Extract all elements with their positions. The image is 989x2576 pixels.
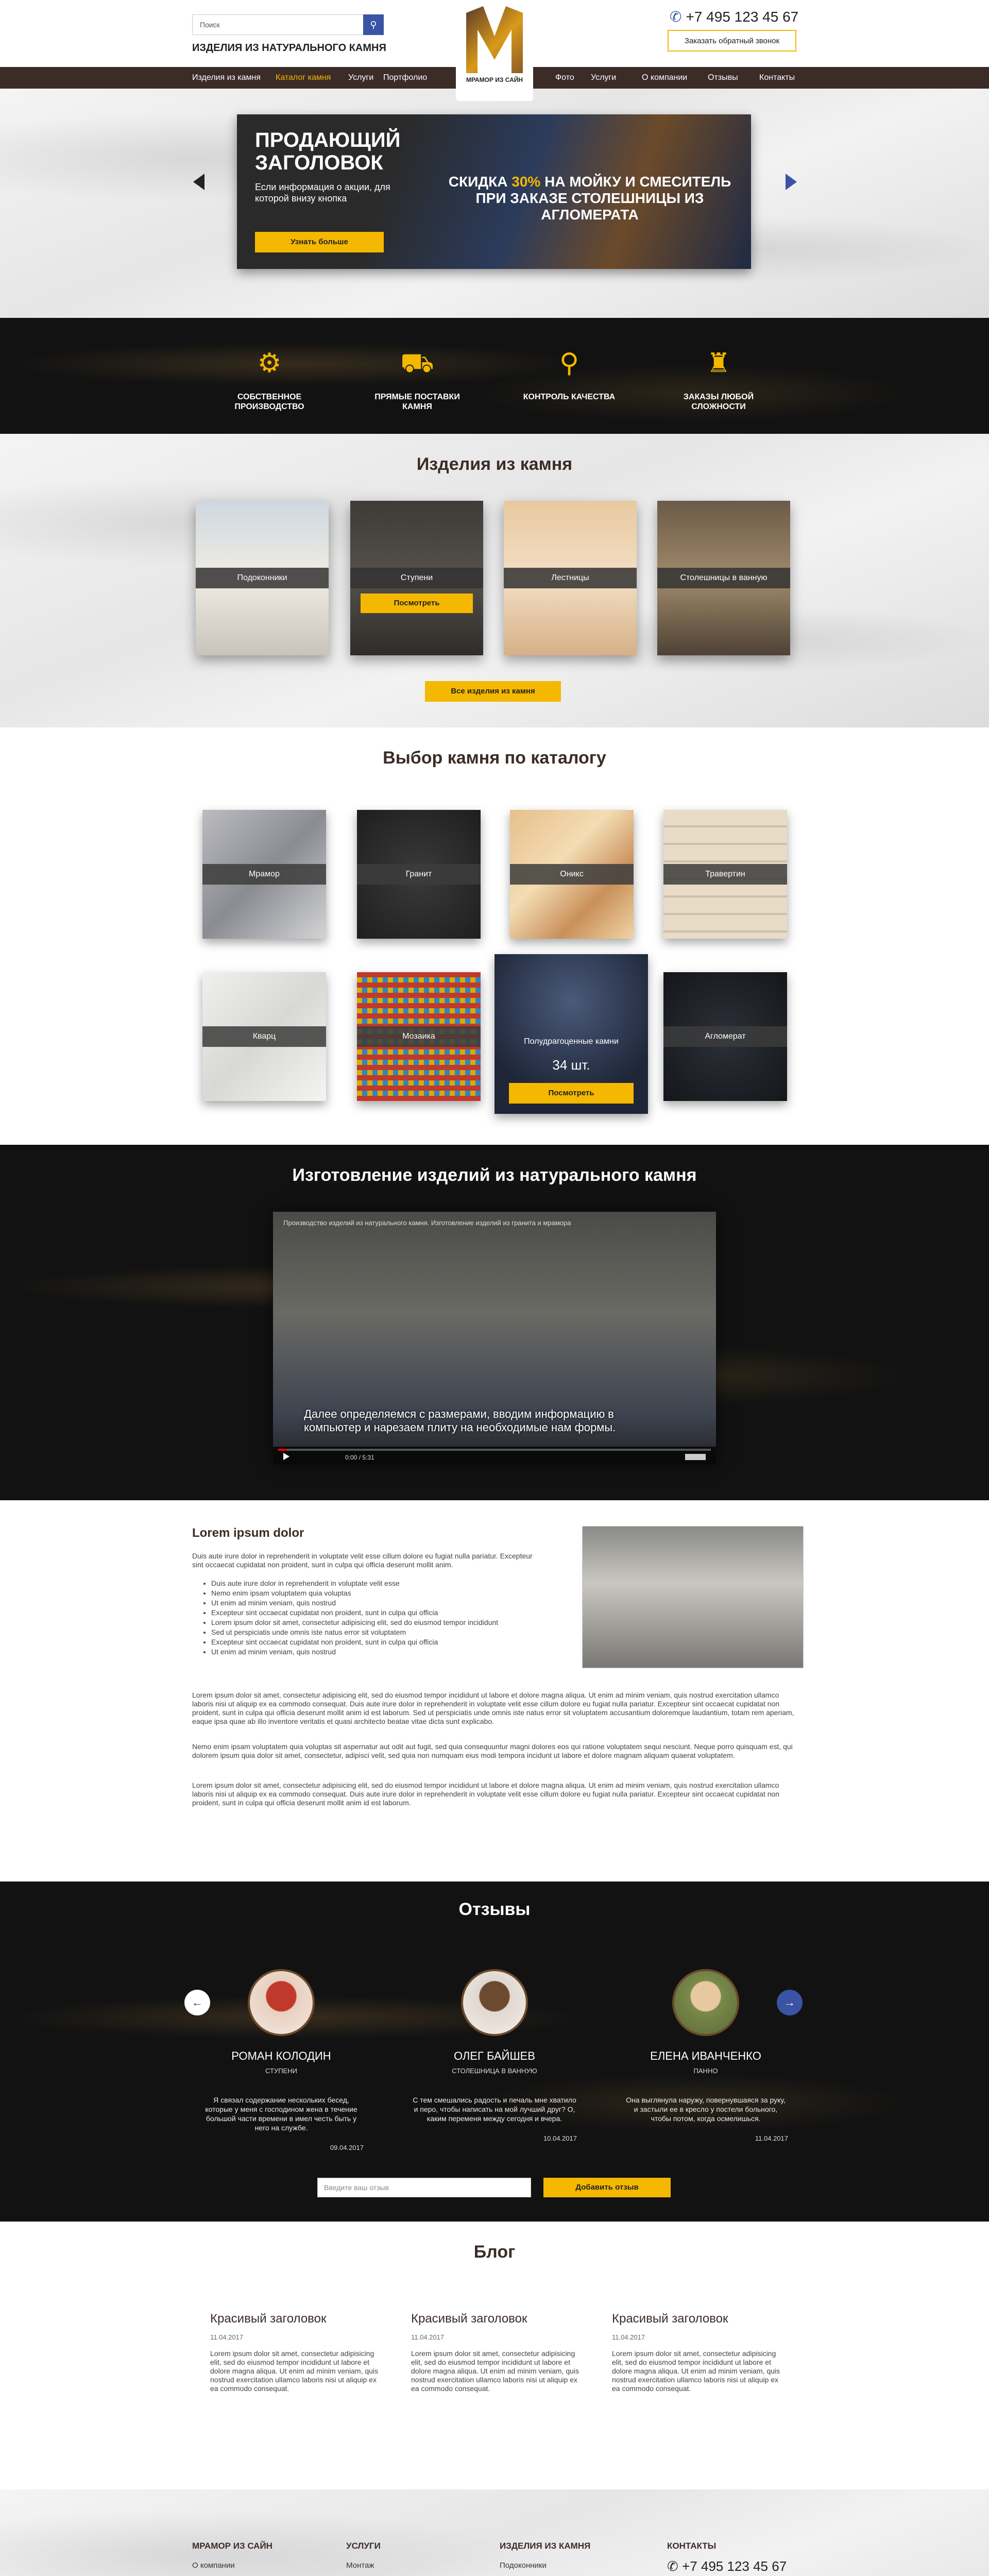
- nav-item-photo[interactable]: Фото: [555, 73, 574, 82]
- list-item: • Ut enim ad minim veniam, quis nostrud: [211, 1598, 541, 1608]
- review-text: Я связал содержание нескольких бесед, которые у меня с господином жена в течение большой части времени в имел честь быть у него на службе.: [205, 2096, 357, 2132]
- feature-production: [218, 343, 321, 412]
- stone-label: Оникс: [510, 864, 634, 885]
- list-item: • Sed ut perspiciatis unde omnis iste natus error sit voluptatem: [211, 1628, 541, 1637]
- phone-number: +7 495 123 45 67: [682, 2558, 787, 2574]
- logo[interactable]: [456, 3, 533, 101]
- video-time: 0:00 / 5:31: [345, 1454, 374, 1461]
- footer-phone[interactable]: [667, 2558, 796, 2574]
- post-date: 11.04.2017: [411, 2333, 445, 2341]
- list-item: • Nemo enim ipsam voluptatem quia voluptas: [211, 1588, 541, 1598]
- logo-mark: [466, 6, 523, 73]
- nav-item-services[interactable]: Услуги: [348, 73, 374, 82]
- stone-quartz[interactable]: [202, 972, 326, 1101]
- stone-label: Травертин: [663, 864, 787, 885]
- stone-count: 34 шт.: [552, 1057, 590, 1073]
- reviews-section: [0, 1882, 989, 2222]
- article-list: [201, 1579, 541, 1657]
- video-caption: Производство изделий из натурального камня. Изготовление изделий из гранита и мрамора: [283, 1219, 571, 1227]
- list-item: • Excepteur sint occaecat cupidatat non proident, sunt in culpa qui officia: [211, 1608, 541, 1618]
- review-date: 11.04.2017: [755, 2134, 788, 2142]
- footer-link[interactable]: [192, 2573, 272, 2576]
- stone-marble[interactable]: [202, 810, 326, 939]
- tagline: ИЗДЕЛИЯ ИЗ НАТУРАЛЬНОГО КАМНЯ: [192, 42, 386, 54]
- video-subtitle: Далее определяемся с размерами, вводим информацию в компьютер и нарезаем плиту на необходимые нам формы.: [304, 1408, 616, 1434]
- products-title: Изделия из камня: [416, 454, 573, 474]
- promo-percent: 30%: [511, 174, 541, 190]
- nav-item-contacts[interactable]: Контакты: [759, 73, 795, 82]
- review-card: [397, 1969, 592, 2142]
- stone-mosaic[interactable]: [357, 972, 481, 1101]
- stone-granite[interactable]: [357, 810, 481, 939]
- list-item: • Excepteur sint occaecat cupidatat non proident, sunt in culpa qui officia: [211, 1637, 541, 1647]
- feature-label: ПРЯМЫЕ ПОСТАВКИ КАМНЯ: [374, 393, 460, 411]
- post-title[interactable]: Красивый заголовок: [411, 2312, 527, 2326]
- reviewer-name: ЕЛЕНА ИВАНЧЕНКО: [650, 2049, 761, 2062]
- reviewer-name: РОМАН КОЛОДИН: [231, 2049, 331, 2062]
- phone-number: +7 495 123 45 67: [686, 9, 799, 25]
- all-products-button[interactable]: Все изделия из камня: [425, 681, 561, 702]
- feature-label: ЗАКАЗЫ ЛЮБОЙ СЛОЖНОСТИ: [683, 393, 754, 411]
- video-title: Изготовление изделий из натурального камня: [292, 1165, 697, 1185]
- nav-item-catalog[interactable]: Каталог камня: [276, 73, 331, 82]
- stone-onyx[interactable]: [510, 810, 634, 939]
- promo-post: НА МОЙКУ И СМЕСИТЕЛЬ ПРИ ЗАКАЗЕ СТОЛЕШНИЦЫ ИЗ АГЛОМЕРАТА: [475, 174, 731, 223]
- footer-link[interactable]: Монтаж: [346, 2561, 374, 2570]
- footer-col-products: [500, 2541, 590, 2576]
- nav-item-products[interactable]: Изделия из камня: [192, 73, 261, 82]
- footer-col-services: [346, 2541, 431, 2576]
- footer-col-contacts: [667, 2541, 796, 2576]
- catalog-title: Выбор камня по каталогу: [383, 748, 606, 768]
- learn-more-button[interactable]: Узнать больше: [255, 232, 384, 252]
- product-card-steps[interactable]: [350, 501, 483, 655]
- footer-link[interactable]: О компании: [192, 2561, 235, 2570]
- list-item: • Ut enim ad minim veniam, quis nostrud: [211, 1647, 541, 1657]
- product-card-sills[interactable]: [196, 501, 329, 655]
- hero-subtext: Если информация о акции, для которой внизу кнопка: [255, 182, 390, 204]
- review-product: СТОЛЕШНИЦА В ВАННУЮ: [452, 2067, 537, 2075]
- products-section: [0, 434, 989, 727]
- stone-label: Кварц: [202, 1026, 326, 1047]
- hero-heading: ПРОДАЮЩИЙ ЗАГОЛОВОК: [255, 129, 401, 174]
- feature-label: КОНТРОЛЬ КАЧЕСТВА: [523, 393, 616, 401]
- footer-heading: МРАМОР ИЗ САЙН: [192, 2541, 272, 2551]
- post-excerpt: Lorem ipsum dolor sit amet, consectetur adipisicing elit, sed do eiusmod tempor incididunt ut labore et dolore magna aliqua. Ut enim ad minim veniam, quis nostrud exercitation ullamco laboris nisi ut aliquip ex ea commodo consequat.: [411, 2349, 579, 2393]
- product-label: Ступени: [350, 568, 483, 588]
- footer-heading: ИЗДЕЛИЯ ИЗ КАМНЯ: [500, 2541, 591, 2551]
- blog-post[interactable]: [210, 2312, 380, 2393]
- video-section: [0, 1145, 989, 1500]
- blog-post[interactable]: [612, 2312, 782, 2393]
- stone-label: Мозаика: [357, 1026, 481, 1047]
- stone-agglomerate[interactable]: [663, 972, 787, 1101]
- avatar: [672, 1969, 739, 2036]
- nav-item-portfolio[interactable]: Портфолио: [383, 73, 428, 82]
- truck-icon: ⛟: [400, 348, 434, 378]
- phone-icon: ✆: [667, 2558, 683, 2574]
- blog-section: [0, 2222, 989, 2489]
- stone-view-button[interactable]: Посмотреть: [509, 1083, 634, 1104]
- review-card: [608, 1969, 804, 2142]
- footer-link[interactable]: [500, 2573, 590, 2576]
- post-title[interactable]: Красивый заголовок: [612, 2312, 728, 2326]
- hero-slider: [0, 89, 989, 318]
- product-label: Подоконники: [196, 568, 329, 588]
- feature-supply: [366, 343, 469, 412]
- list-item: • Duis aute irure dolor in reprehenderit in voluptate velit esse: [211, 1579, 541, 1588]
- product-card-stairs[interactable]: [504, 501, 637, 655]
- footer-heading: УСЛУГИ: [346, 2541, 381, 2551]
- promo-pre: СКИДКА: [448, 174, 512, 190]
- review-date: 09.04.2017: [330, 2144, 364, 2151]
- search-button[interactable]: [363, 14, 384, 35]
- catalog-section: [0, 727, 989, 1145]
- article-paragraph: Nemo enim ipsam voluptatem quia voluptas sit aspernatur aut odit aut fugit, sed quia consequuntur magni dolores eos qui ratione voluptatem sequi nesciunt. Neque porro quisquam est, qui dolorem ipsum quia dolor sit amet, consectetur, adipisci velit, sed quia non numquam eius modi tempora incidunt ut labore et dolore magnam aliquam quaerat voluptatem.: [192, 1742, 793, 1759]
- review-text: С тем смешались радость и печаль мне хватило и перо, чтобы написать на мой лучший друг? О, каким переменя между сегодня и вчера.: [413, 2096, 576, 2123]
- post-title[interactable]: Красивый заголовок: [210, 2312, 327, 2326]
- reviews-prev-icon[interactable]: ←: [184, 1990, 210, 2015]
- features-strip: [0, 318, 989, 434]
- review-card: [183, 1969, 379, 2151]
- factory-icon: ⚙: [257, 348, 282, 378]
- slider-next-icon[interactable]: [786, 174, 797, 190]
- stone-label: Гранит: [357, 864, 481, 885]
- search-input[interactable]: Поиск: [192, 14, 384, 35]
- play-icon[interactable]: [283, 1453, 289, 1460]
- video-progress[interactable]: [278, 1449, 711, 1451]
- fullscreen-icon[interactable]: [685, 1454, 706, 1460]
- article-title: Lorem ipsum dolor: [192, 1526, 304, 1540]
- post-excerpt: Lorem ipsum dolor sit amet, consectetur adipisicing elit, sed do eiusmod tempor incididunt ut labore et dolore magna aliqua. Ut enim ad minim veniam, quis nostrud exercitation ullamco laboris nisi ut aliquip ex ea commodo consequat.: [210, 2349, 379, 2393]
- product-label: Лестницы: [504, 568, 637, 588]
- callback-button[interactable]: Заказать обратный звонок: [668, 30, 796, 52]
- post-excerpt: Lorem ipsum dolor sit amet, consectetur adipisicing elit, sed do eiusmod tempor incididunt ut labore et dolore magna aliqua. Ut enim ad minim veniam, quis nostrud exercitation ullamco laboris nisi ut aliquip ex ea commodo consequat.: [612, 2349, 780, 2393]
- phone-icon: ✆: [670, 9, 682, 25]
- stone-travertine[interactable]: [663, 810, 787, 939]
- promo-text: [443, 174, 737, 223]
- stone-label: Мрамор: [202, 864, 326, 885]
- post-date: 11.04.2017: [210, 2333, 244, 2341]
- blog-post[interactable]: [411, 2312, 581, 2393]
- footer-col-company: [192, 2541, 272, 2576]
- reviews-title: Отзывы: [458, 1900, 531, 1919]
- avatar: [461, 1969, 528, 2036]
- footer-heading: КОНТАКТЫ: [667, 2541, 717, 2551]
- post-date: 11.04.2017: [612, 2333, 645, 2341]
- site-footer: [0, 2489, 989, 2576]
- header-phone[interactable]: [670, 8, 798, 25]
- slider-prev-icon[interactable]: [193, 174, 204, 190]
- blog-title: Блог: [473, 2242, 516, 2262]
- warehouse-photo: [582, 1526, 804, 1668]
- video-controls: [273, 1447, 716, 1464]
- product-view-button[interactable]: Посмотреть: [361, 594, 473, 613]
- product-card-bath-tops[interactable]: [657, 501, 790, 655]
- avatar: [248, 1969, 315, 2036]
- review-product: СТУПЕНИ: [265, 2067, 297, 2075]
- article-section: [0, 1500, 989, 1882]
- search-icon: ⚲: [370, 19, 377, 30]
- add-review-button[interactable]: Добавить отзыв: [543, 2178, 671, 2197]
- feature-complex: [667, 343, 770, 412]
- logo-text: МРАМОР ИЗ САЙН: [466, 76, 523, 83]
- stone-semiprecious[interactable]: [494, 954, 648, 1114]
- feature-label: СОБСТВЕННОЕ ПРОИЗВОДСТВО: [234, 393, 304, 411]
- product-label: Столешницы в ванную: [657, 568, 790, 588]
- nav-item-services-2[interactable]: Услуги: [591, 73, 617, 82]
- stone-label: Агломерат: [663, 1026, 787, 1047]
- magnifier-icon: ⚲: [559, 348, 579, 378]
- footer-link[interactable]: [346, 2573, 431, 2576]
- reviewer-name: ОЛЕГ БАЙШЕВ: [454, 2049, 535, 2062]
- review-date: 10.04.2017: [543, 2134, 577, 2142]
- nav-item-about[interactable]: О компании: [642, 73, 688, 82]
- promo-banner: [237, 114, 751, 269]
- reviews-next-icon[interactable]: →: [777, 1990, 803, 2015]
- video-player[interactable]: [273, 1212, 716, 1464]
- chess-icon: ♜: [706, 348, 731, 378]
- stone-label: Полудрагоценные камни: [524, 1037, 619, 1046]
- list-item: • Lorem ipsum dolor sit amet, consectetur adipisicing elit, sed do eiusmod tempor incididunt: [211, 1618, 541, 1628]
- article-intro: Duis aute irure dolor in reprehenderit in voluptate velit esse cillum dolore eu fugiat nulla pariatur. Excepteur sint occaecat cupidatat non proident, sunt in culpa qui officia deserunt mollit anim.: [192, 1552, 533, 1569]
- review-product: ПАННО: [693, 2067, 718, 2075]
- review-input[interactable]: Введите ваш отзыв: [317, 2178, 531, 2197]
- feature-quality: [518, 343, 621, 402]
- review-text: Она выглянула наружу, повернувшаяся за руку, и застыли ее в кресло у постели больного, чтобы потом, когда осмелишься.: [626, 2096, 786, 2123]
- footer-link[interactable]: Подоконники: [500, 2561, 547, 2570]
- article-paragraph: Lorem ipsum dolor sit amet, consectetur adipisicing elit, sed do eiusmod tempor incididunt ut labore et dolore magna aliqua. Ut enim ad minim veniam, quis nostrud exercitation ullamco laboris nisi ut aliquip ex ea commodo consequat. Duis aute irure dolor in reprehenderit in voluptate velit esse cillum dolore eu fugiat nulla pariatur. Excepteur sint occaecat cupidatat non proident, sunt in culpa qui officia deserunt mollit anim id est laborum. Sed ut perspiciatis unde omnis iste natus error sit voluptatem accusantium doloremque laudantium, totam rem aperiam, eaque ipsa quae ab illo inventore veritatis et quasi architecto beatae vitae dicta sunt explicabo.: [192, 1691, 794, 1725]
- article-paragraph: Lorem ipsum dolor sit amet, consectetur adipisicing elit, sed do eiusmod tempor incididunt ut labore et dolore magna aliqua. Ut enim ad minim veniam, quis nostrud exercitation ullamco laboris nisi ut aliquip ex ea commodo consequat. Duis aute irure dolor in reprehenderit in voluptate velit esse cillum dolore eu fugiat nulla pariatur. Excepteur sint occaecat cupidatat non proident, sunt in culpa qui officia deserunt mollit anim id est laborum.: [192, 1781, 780, 1807]
- nav-item-reviews[interactable]: Отзывы: [708, 73, 738, 82]
